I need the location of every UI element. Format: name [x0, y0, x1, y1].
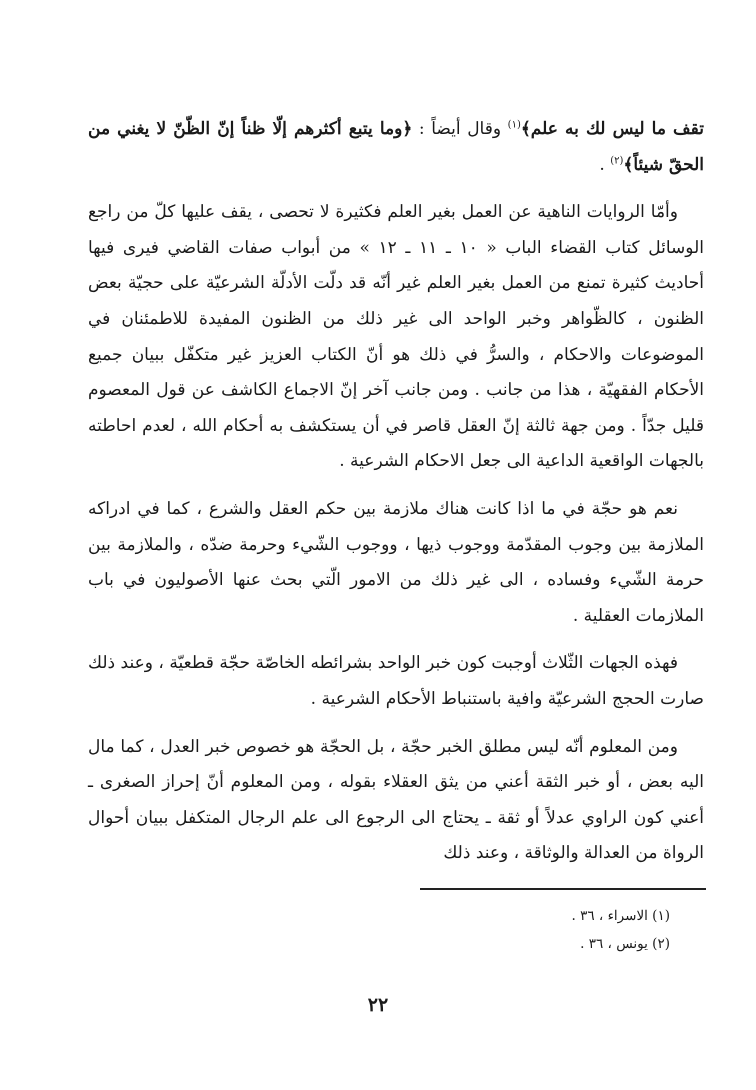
footnotes [572, 902, 670, 958]
sentence-end: . [599, 154, 611, 175]
footnote-ref-1: (١) [507, 119, 521, 131]
paragraph-text: ومن المعلوم أنّه ليس مطلق الخبر حجّة ، بل الحجّة هو خصوص خبر العدل ، كما مال اليه بعض ، أو خبر الثقة أعني من يثق العقلاء بقوله ، ومن المعلوم أنّ إحراز الصغرى ـ أعني كون الراوي عدلاً أو ثقة ـ يحتاج الى الرجوع الى علم الرجال المتكفل ببيان أحوال الرواة من العدالة والوثاقة ، وعند ذلك [88, 736, 704, 864]
footnote-1: (١) الاسراء ، ٣٦ . [571, 908, 670, 924]
paragraph-narrations [88, 195, 704, 480]
connector-text: وقال أيضاً : [412, 119, 508, 139]
paragraph-reason [88, 492, 704, 634]
quran-verse: ﴿وما يتبع أكثرهم إلّا ظناً إنّ الظّنّ لا يغني من الحقّ شيئاً﴾ [88, 119, 704, 175]
footnote-ref-2: (٢) [610, 154, 624, 166]
paragraph-text: فهذه الجهات الثّلاث أوجبت كون خبر الواحد بشرائطه الخاصّة حجّة قطعيّة ، وعند ذلك صارت الحجج الشرعيّة وافية باستنباط الأحكام الشرعية . [88, 653, 704, 709]
footnote-divider [420, 888, 706, 890]
footnote-2: (٢) يونس ، ٣٦ . [580, 936, 670, 952]
paragraph-rijal [88, 730, 704, 872]
paragraph-quran-quote [88, 112, 704, 183]
main-text [88, 112, 704, 872]
page-number: ٢٢ [367, 994, 389, 1016]
paragraph-three-aspects [88, 646, 704, 717]
paragraph-text: نعم هو حجّة في ما اذا كانت هناك ملازمة بين حكم العقل والشرع ، كما في ادراكه الملازمة بين وجوب المقدّمة ووجوب ذيها ، ووجوب الشّيء وحرمة ضدّه ، والملازمة بين حرمة الشّيء وفساده ، الى غير ذلك من الامور الّتي بحث عنها الأصوليون في باب الملازمات العقلية . [88, 498, 704, 626]
paragraph-text: وأمّا الروايات الناهية عن العمل بغير العلم فكثيرة لا تحصى ، يقف عليها كلّ من راجع الوسائل كتاب القضاء الباب « ١٠ ـ ١١ ـ ١٢ » من أبواب صفات القاضي فيرى فيها أحاديث كثيرة تمنع من العمل بغير العلم غير أنّه قد دلّت الأدلّة الشرعيّة على حجيّة بعض الظنون ، كالظّواهر وخبر الواحد الى غير ذلك من الظنون المفيدة للاطمئنان في الموضوعات والاحكام ، والسرُّ في ذلك هو أنّ الكتاب العزيز غير متكفّل ببيان جميع الأحكام الفقهيّة ، هذا من جانب . ومن جانب آخر إنّ الاجماع الكاشف عن قول المعصوم قليل جدّاً . ومن جهة ثالثة إنّ العقل قاصر في أن يستكشف به أحكام الله ، لعدم احاطته بالجهات الواقعية الداعية الى جعل الاحكام الشرعية . [88, 202, 704, 472]
quran-verse-fragment: تقف ما ليس لك به علم﴾ [520, 119, 704, 139]
